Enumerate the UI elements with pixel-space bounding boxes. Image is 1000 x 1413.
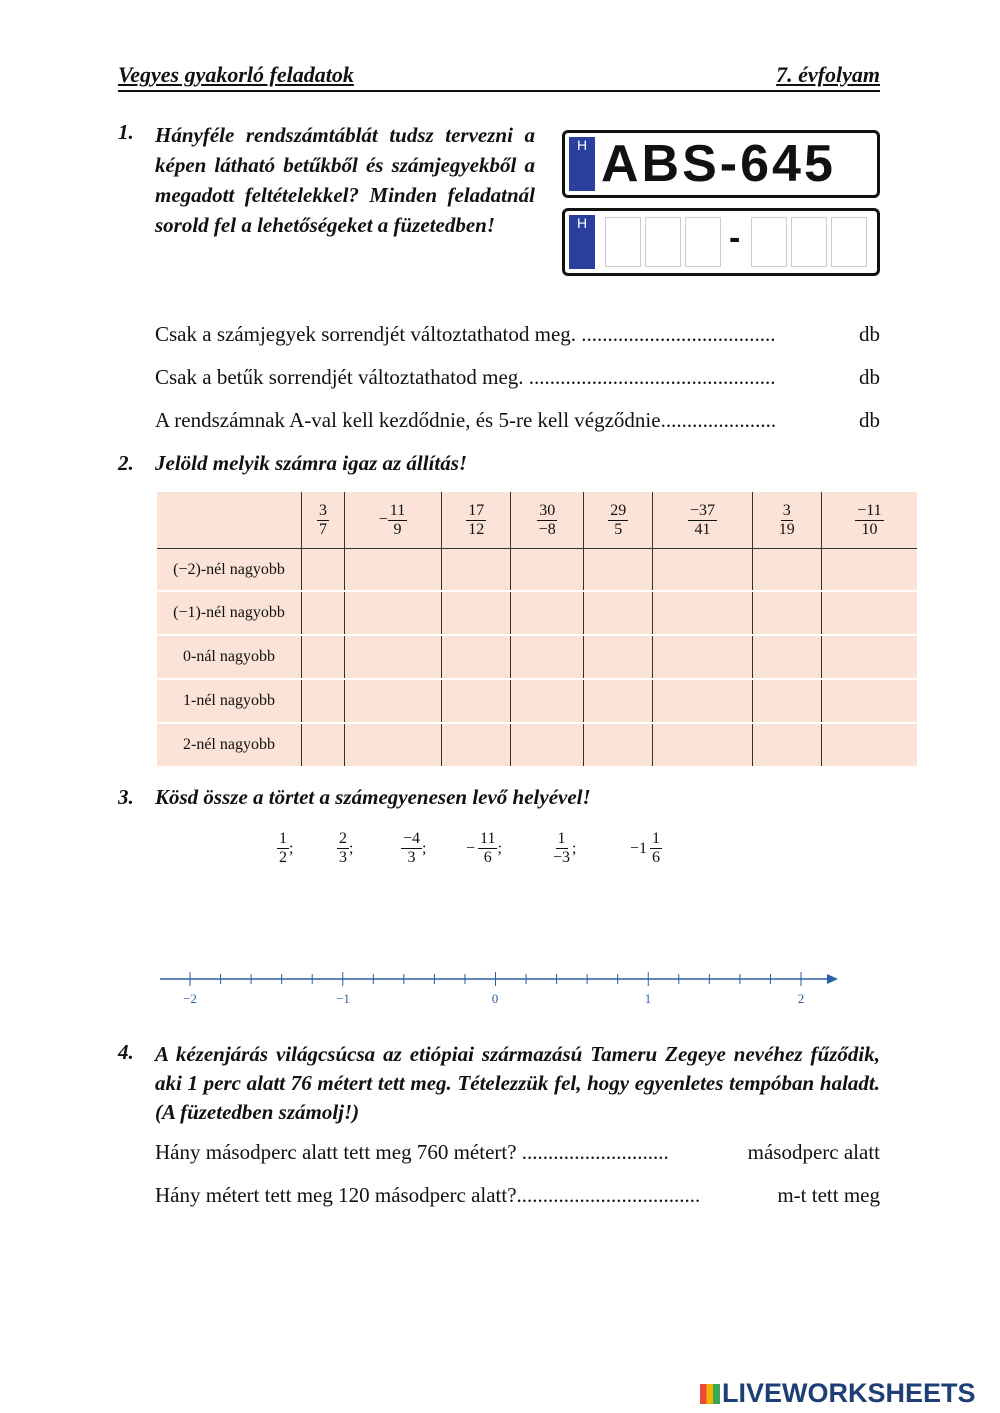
logo-icon	[700, 1384, 720, 1404]
answer-cell[interactable]	[344, 723, 441, 767]
eu-flag-icon: H	[569, 215, 595, 269]
fraction-item[interactable]: $\frac{1}{-3}$ ;	[553, 830, 577, 866]
plate-slot[interactable]	[645, 217, 681, 267]
column-header: $\frac{29}{5}$	[584, 492, 653, 549]
task3-number: 3.	[118, 785, 134, 809]
task2-text: Jelöld melyik számra igaz az állítás!	[155, 451, 468, 475]
task4-text: A kézenjárás világcsúcsa az etiópiai származású Tameru Zegeye nevéhez fűződik, aki 1 perc alatt 76 métert tett meg. Tételezzük fel, hogy egyenletes tempóban haladt. (A füzetedben számolj!)	[155, 1042, 880, 1124]
task1-number: 1.	[118, 120, 134, 144]
axis-label: 1	[644, 991, 652, 1006]
answer-cell[interactable]	[584, 591, 653, 635]
answer-cell[interactable]	[344, 679, 441, 723]
liveworksheets-logo: LIVEWORKSHEETS	[700, 1378, 976, 1409]
task1-line-2[interactable]: Csak a betűk sorrendjét változtathatod meg. ............................................... db	[155, 365, 880, 389]
answer-cell[interactable]	[442, 679, 511, 723]
answer-cell[interactable]	[821, 679, 917, 723]
table-row	[157, 549, 917, 592]
fraction-item[interactable]: $\frac{-4}{3}$ ;	[403, 830, 427, 866]
answer-cell[interactable]	[821, 635, 917, 679]
column-header: $\frac{-11}{10}$	[821, 492, 917, 549]
table-header-row	[157, 492, 917, 549]
answer-cell[interactable]	[344, 591, 441, 635]
answer-cell[interactable]	[653, 723, 752, 767]
answer-cell[interactable]	[442, 591, 511, 635]
answer-cell[interactable]	[302, 723, 345, 767]
row-label: (−1)-nél nagyobb	[157, 591, 302, 635]
plate-slot[interactable]	[831, 217, 867, 267]
column-header: $\frac{3}{7}$	[302, 492, 345, 549]
number-line	[150, 960, 850, 1015]
answer-cell[interactable]	[442, 723, 511, 767]
license-plate-blank	[562, 208, 880, 276]
comparison-table	[157, 492, 917, 768]
table-row	[157, 679, 917, 723]
fraction-item[interactable]: $\frac{2}{3}$ ;	[339, 830, 354, 866]
column-header: $\frac{17}{12}$	[442, 492, 511, 549]
number-line-ticks	[160, 972, 830, 986]
answer-cell[interactable]	[653, 635, 752, 679]
table-row	[157, 635, 917, 679]
plate-slot[interactable]	[685, 217, 721, 267]
answer-cell[interactable]	[511, 591, 584, 635]
license-plate-example	[562, 130, 880, 198]
task1-line-3[interactable]: A rendszámnak A-val kell kezdődnie, és 5-re kell végződnie...................... db	[155, 408, 880, 432]
answer-cell[interactable]	[752, 591, 821, 635]
plate-slot[interactable]	[791, 217, 827, 267]
answer-cell[interactable]	[302, 549, 345, 592]
answer-cell[interactable]	[584, 549, 653, 592]
plate-slot[interactable]	[751, 217, 787, 267]
answer-cell[interactable]	[344, 549, 441, 592]
axis-label: −1	[336, 991, 350, 1006]
fraction-item[interactable]: $\frac{1}{2}$ ;	[279, 830, 294, 866]
task4-number: 4.	[118, 1040, 134, 1064]
grade-label: 7. évfolyam	[776, 62, 880, 87]
answer-cell[interactable]	[302, 591, 345, 635]
answer-cell[interactable]	[442, 549, 511, 592]
column-header: $\frac{30}{-8}$	[511, 492, 584, 549]
answer-cell[interactable]	[752, 635, 821, 679]
row-label: 1-nél nagyobb	[157, 679, 302, 723]
task1-line-1[interactable]: Csak a számjegyek sorrendjét változtathatod meg. ..................................... db	[155, 322, 880, 346]
task3-text: Kösd össze a törtet a számegyenesen levő helyével!	[155, 785, 591, 809]
task2-number: 2.	[118, 451, 134, 475]
fraction-item[interactable]: −1 $\frac{1}{6}$	[630, 830, 661, 866]
answer-cell[interactable]	[653, 591, 752, 635]
answer-cell[interactable]	[821, 549, 917, 592]
answer-cell[interactable]	[752, 679, 821, 723]
answer-cell[interactable]	[584, 679, 653, 723]
row-label: 0-nál nagyobb	[157, 635, 302, 679]
plate-text: ABS-645	[601, 135, 836, 193]
axis-label: 0	[491, 991, 499, 1006]
answer-cell[interactable]	[584, 635, 653, 679]
row-label: 2-nél nagyobb	[157, 723, 302, 767]
answer-cell[interactable]	[511, 635, 584, 679]
plate-slot[interactable]	[605, 217, 641, 267]
row-label: (−2)-nél nagyobb	[157, 549, 302, 592]
number-line-arrow-icon	[827, 974, 838, 984]
table-row	[157, 723, 917, 767]
worksheet-title: Vegyes gyakorló feladatok	[118, 62, 354, 87]
answer-cell[interactable]	[752, 549, 821, 592]
answer-cell[interactable]	[752, 723, 821, 767]
task1-text: Hányféle rendszámtáblát tudsz tervezni a képen látható betűkből és számjegyekből a megadott feltételekkel? Minden feladatnál sorold fel a lehetőségeket a füzetedben!	[155, 123, 535, 237]
task4-line-2[interactable]: Hány métert tett meg 120 másodperc alatt?................................... m-t tett meg	[155, 1183, 880, 1207]
answer-cell[interactable]	[653, 549, 752, 592]
column-header: $\frac{3}{19}$	[752, 492, 821, 549]
fraction-item[interactable]: − $\frac{11}{6}$ ;	[466, 830, 502, 866]
plate-dash: -	[729, 219, 741, 257]
axis-label: 2	[797, 991, 805, 1006]
answer-cell[interactable]	[653, 679, 752, 723]
task4-line-1[interactable]: Hány másodperc alatt tett meg 760 métert? ............................ másodperc alatt	[155, 1140, 880, 1164]
answer-cell[interactable]	[302, 635, 345, 679]
answer-cell[interactable]	[821, 723, 917, 767]
answer-cell[interactable]	[344, 635, 441, 679]
axis-label: −2	[183, 991, 197, 1006]
page-header	[118, 60, 880, 92]
answer-cell[interactable]	[584, 723, 653, 767]
answer-cell[interactable]	[511, 549, 584, 592]
answer-cell[interactable]	[302, 679, 345, 723]
column-header: $\frac{-37}{41}$	[653, 492, 752, 549]
column-header: − $\frac{11}{9}$	[344, 492, 441, 549]
table-row	[157, 591, 917, 635]
corner-cell	[157, 492, 302, 549]
eu-flag-icon: H	[569, 137, 595, 191]
answer-cell[interactable]	[442, 635, 511, 679]
answer-cell[interactable]	[511, 679, 584, 723]
answer-cell[interactable]	[821, 591, 917, 635]
answer-cell[interactable]	[511, 723, 584, 767]
